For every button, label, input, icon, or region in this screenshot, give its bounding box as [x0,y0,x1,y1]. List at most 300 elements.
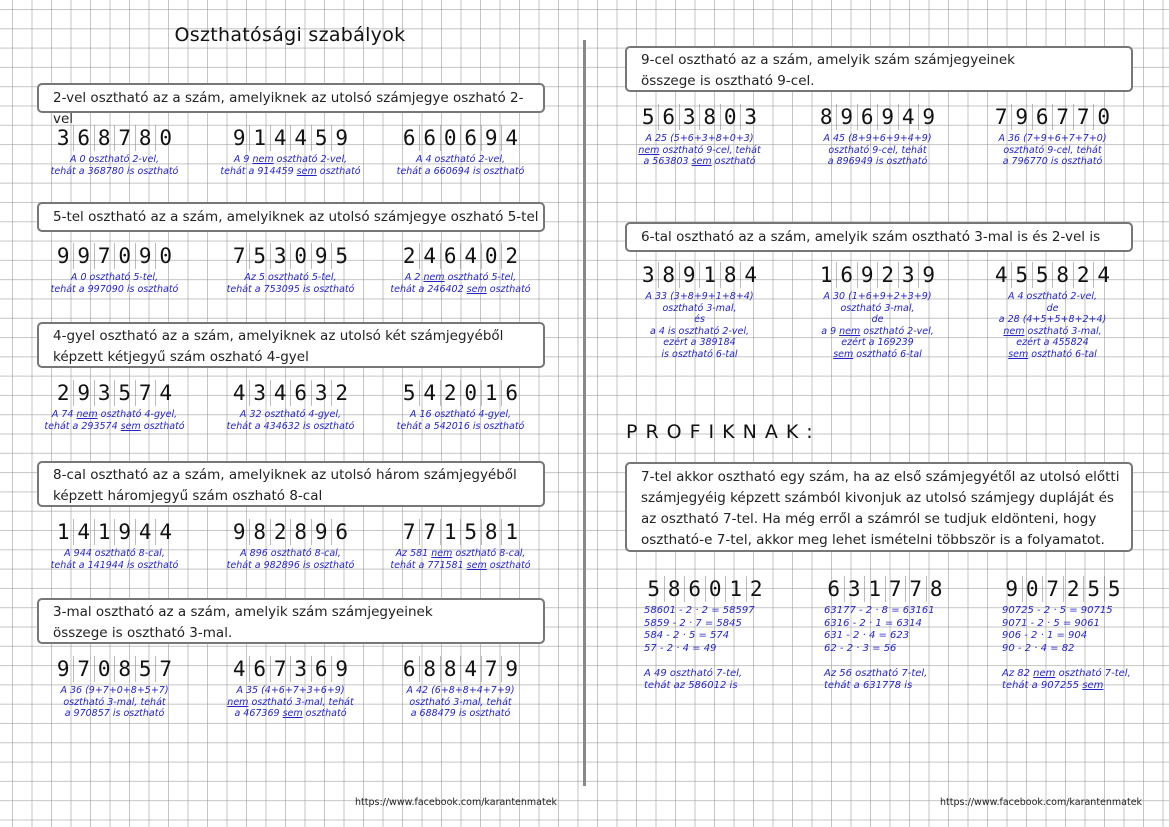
example-4-1 [203,656,378,720]
digit-cell: 4 [740,262,761,288]
example-explanation [373,409,548,432]
explanation-line: tehát a 997090 is osztható [50,283,179,295]
digit-cell: 9 [73,243,94,269]
digit-cell: 7 [481,656,502,682]
emphasis-nem: nem [423,272,445,283]
explanation-line: ezért a 169239 [841,337,914,348]
page-title: Oszthatósági szabályok [174,24,406,46]
digit-cell: 3 [740,104,761,130]
digit-cell: 4 [73,519,94,545]
digit-cell: 2 [1073,262,1094,288]
digit-cell: 8 [249,519,270,545]
example-number [27,243,202,269]
example-6-0 [612,262,787,360]
example-number [27,656,202,682]
example-number [203,243,378,269]
example-2-1 [203,380,378,432]
explanation-line: osztható 3-mal, tehát [63,696,166,708]
digit-cell: 4 [232,381,246,405]
explanation-line: A 45 (8+9+6+9+4+9) [823,133,932,144]
emphasis-sem: sem [296,165,317,177]
digit-cell: 4 [155,380,176,406]
digit-cell: 9 [114,519,135,545]
explanation-line: tehát az 586012 is [644,680,738,691]
digit-cell: 9 [836,104,857,130]
explanation-line: A 0 osztható 2-vel, [69,154,160,165]
explanation-line: A 2 nem osztható 5-tel, [404,272,517,283]
digit-cell: 4 [135,519,156,545]
digit-cell: 0 [155,125,176,151]
digit-cell: 5 [460,519,481,545]
explanation-line [1002,655,1169,668]
digit-cell: 2 [746,576,767,602]
explanation-line: Az 5 osztható 5-tel, [244,272,337,283]
explanation-line: tehát a 907255 sem [1002,680,1104,691]
digit-cell: 6 [827,577,841,601]
explanation-line: ezért a 455824 [1016,337,1089,348]
digit-cell: 6 [501,380,522,406]
digit-cell: 6 [402,657,416,681]
digit-cell: 4 [419,243,440,269]
digit-cell: 0 [705,576,726,602]
example-explanation [790,291,965,360]
explanation-line: a 563803 sem osztható [643,156,756,167]
emphasis-nem: nem [1003,325,1025,337]
explanation-line: 906 - 2 · 1 = 904 [1002,630,1088,641]
digit-cell: 5 [1032,262,1053,288]
digit-cell: 1 [94,519,115,545]
digit-cell: 5 [114,380,135,406]
explanation-line: a 796770 is osztható [1002,156,1103,167]
example-number [644,576,814,602]
digit-cell: 7 [135,380,156,406]
digit-cell: 2 [331,380,352,406]
example-5-2 [965,104,1140,168]
example-number [27,125,202,151]
explanation-line: A 4 osztható 2-vel, [1007,291,1098,302]
explanation-line: Az 82 nem osztható 7-tel, [1002,667,1131,679]
digit-cell: 2 [501,243,522,269]
example-explanation [965,133,1140,168]
digit-cell: 9 [56,657,70,681]
emphasis-sem: sem [1082,680,1104,691]
example-number [203,380,378,406]
digit-cell: 6 [331,519,352,545]
example-number [790,262,965,288]
explanation-line: a 28 (4+5+5+8+2+4) [998,314,1107,325]
emphasis-nem: nem [76,409,98,420]
explanation-line: A 33 (3+8+9+1+8+4) [645,291,754,302]
digit-cell: 4 [419,380,440,406]
digit-cell: 3 [311,380,332,406]
explanation-line: 58601 - 2 · 2 = 58597 [644,605,755,616]
example-number [612,262,787,288]
explanation-line: Az 56 osztható 7-tel, [824,667,928,679]
example-explanation [27,409,202,432]
digit-cell: 4 [270,380,291,406]
digit-cell: 3 [898,262,919,288]
digit-cell: 8 [658,262,679,288]
digit-cell: 5 [1011,262,1032,288]
example-7-2 [1002,576,1169,693]
digit-cell: 7 [1073,104,1094,130]
footer-link-right[interactable]: https://www.facebook.com/karantenmatek [940,797,1143,808]
example-4-2 [373,656,548,720]
example-explanation [27,272,202,295]
example-6-2 [965,262,1140,360]
digit-cell: 8 [290,519,311,545]
explanation-line: a 467369 sem osztható [234,708,347,719]
digit-cell: 4 [460,656,481,682]
example-number [790,104,965,130]
example-0-1 [203,125,378,177]
emphasis-sem: sem [833,348,854,360]
digit-cell: 6 [311,656,332,682]
explanation-line: osztható 3-mal, tehát [409,696,512,708]
example-explanation [965,291,1140,360]
digit-cell: 4 [994,263,1008,287]
explanation-line: A 42 (6+8+8+4+7+9) [406,685,515,696]
example-explanation [203,685,378,720]
digit-cell: 7 [94,243,115,269]
profiknak-heading: PROFIKNAK: [626,421,821,443]
digit-cell: 7 [905,576,926,602]
explanation-line: A 30 (1+6+9+2+3+9) [823,291,932,302]
explanation-line: A 896 osztható 8-cal, [240,548,341,559]
digit-cell: 6 [658,104,679,130]
explanation-line: tehát a 368780 is osztható [50,165,179,177]
digit-cell: 6 [290,380,311,406]
digit-cell: 7 [419,519,440,545]
emphasis-sem: sem [466,283,487,295]
example-0-0 [27,125,202,177]
emphasis-nem: nem [839,325,861,337]
example-6-1 [790,262,965,360]
digit-cell: 8 [135,125,156,151]
example-1-0 [27,243,202,295]
digit-cell: 4 [290,125,311,151]
explanation-line: ezért a 389184 [663,337,736,348]
explanation-line: de [1046,302,1059,314]
digit-cell: 7 [1052,104,1073,130]
explanation-line: 9071 - 2 · 5 = 9061 [1002,617,1100,629]
example-7-1 [824,576,994,693]
digit-cell: 6 [684,576,705,602]
digit-cell: 5 [135,656,156,682]
digit-cell: 6 [857,104,878,130]
digit-cell: 7 [232,244,246,268]
digit-cell: 3 [844,576,865,602]
digit-cell: 6 [1032,104,1053,130]
explanation-line: A 4 osztható 2-vel, [415,154,506,165]
digit-cell: 1 [864,576,885,602]
example-number [203,519,378,545]
digit-cell: 5 [311,125,332,151]
digit-cell: 9 [135,243,156,269]
digit-cell: 9 [331,125,352,151]
explanation-line: 57 - 2 · 4 = 49 [644,642,717,654]
digit-cell: 7 [402,520,416,544]
explanation-line: tehát a 293574 sem osztható [44,420,185,432]
example-explanation [612,133,787,168]
example-1-2 [373,243,548,295]
explanation-line: a 970857 is osztható [64,708,165,719]
explanation-line: a 896949 is osztható [827,156,928,167]
example-number [1002,576,1169,602]
emphasis-nem: nem [252,154,274,165]
example-explanation [373,272,548,295]
digit-cell: 7 [885,576,906,602]
digit-cell: 9 [877,104,898,130]
example-number [203,656,378,682]
digit-cell: 0 [155,243,176,269]
example-explanation [644,605,814,693]
emphasis-nem: nem [227,696,249,708]
explanation-line: de [871,314,884,325]
digit-cell: 1 [819,263,833,287]
digit-cell: 4 [460,243,481,269]
digit-cell: 0 [1022,576,1043,602]
explanation-line: tehát a 542016 is osztható [396,420,525,432]
example-explanation [203,548,378,571]
digit-cell: 0 [1093,104,1114,130]
example-7-0 [644,576,814,693]
explanation-line: A 49 osztható 7-tel, [644,667,743,679]
example-number [824,576,994,602]
footer-link-left[interactable]: https://www.facebook.com/karantenmatek [355,797,558,808]
digit-cell: 8 [481,519,502,545]
explanation-line: Az 581 nem osztható 8-cal, [395,548,526,559]
digit-cell: 6 [836,262,857,288]
digit-cell: 8 [94,125,115,151]
explanation-line: A 9 nem osztható 2-vel, [233,154,348,165]
example-explanation [27,685,202,720]
digit-cell: 8 [114,656,135,682]
example-explanation [612,291,787,360]
digit-cell: 9 [331,656,352,682]
explanation-line: a 688479 is osztható [410,708,511,719]
digit-cell: 7 [270,656,291,682]
example-2-2 [373,380,548,432]
explanation-line: A 36 (7+9+6+7+7+0) [998,133,1107,144]
digit-cell: 3 [56,126,70,150]
explanation-line: 90725 - 2 · 5 = 90715 [1002,605,1113,616]
explanation-line: tehát a 914459 sem osztható [220,165,361,177]
digit-cell: 9 [1011,104,1032,130]
explanation-line: A 32 osztható 4-gyel, [239,409,342,420]
digit-cell: 3 [641,263,655,287]
example-number [965,104,1140,130]
explanation-line: nem osztható 9-cel, tehát [638,144,761,156]
example-explanation [1002,605,1169,693]
emphasis-nem: nem [638,144,660,156]
explanation-line: tehát a 141944 is osztható [50,559,179,571]
explanation-line: A 36 (9+7+0+8+5+7) [60,685,169,696]
digit-cell: 8 [1052,262,1073,288]
emphasis-sem: sem [466,559,487,571]
explanation-line: nem osztható 3-mal, tehát [227,696,354,708]
explanation-line [824,655,994,668]
explanation-line: tehát a 753095 is osztható [226,283,355,295]
digit-cell: 3 [249,380,270,406]
explanation-line: 584 - 2 · 5 = 574 [644,630,730,641]
digit-cell: 9 [481,125,502,151]
digit-cell: 8 [699,104,720,130]
example-number [373,656,548,682]
explanation-line: tehát a 660694 is osztható [396,165,525,177]
digit-cell: 6 [249,656,270,682]
digit-cell: 4 [1093,262,1114,288]
digit-cell: 9 [918,262,939,288]
example-number [203,125,378,151]
rule-box-6: 6-tal osztható az a szám, amelyik szám osztható 3-mal is és 2-vel is [625,222,1133,252]
explanation-line: tehát a 434632 is osztható [226,420,355,432]
example-number [373,380,548,406]
digit-cell: 9 [679,262,700,288]
explanation-line: tehát a 982896 is osztható [226,559,355,571]
digit-cell: 8 [440,656,461,682]
digit-cell: 9 [232,126,246,150]
digit-cell: 8 [419,656,440,682]
rule-box-9: 9-cel osztható az a szám, amelyik szám számjegyeinek összege is osztható 9-cel. [625,46,1133,92]
digit-cell: 6 [419,125,440,151]
digit-cell: 7 [1042,576,1063,602]
digit-cell: 4 [898,104,919,130]
explanation-line: A 944 osztható 8-cal, [64,548,165,559]
example-number [612,104,787,130]
rule-box-4: 4-gyel osztható az a szám, amelyiknek az utolsó két számjegyéből képzett kétjegyű szám oszható 4-gyel [37,322,545,368]
example-explanation [27,548,202,571]
emphasis-sem: sem [120,420,141,432]
digit-cell: 4 [501,125,522,151]
digit-cell: 9 [311,519,332,545]
explanation-line: 5859 - 2 · 7 = 5845 [644,617,742,629]
rule-box-5: 5-tel osztható az a szám, amelyiknek az utolsó számjegye oszható 5-tel [37,202,545,232]
digit-cell: 9 [918,104,939,130]
digit-cell: 9 [73,380,94,406]
explanation-line: osztható 3-mal, [662,302,737,314]
digit-cell: 2 [56,381,70,405]
example-explanation [824,605,994,693]
example-explanation [373,548,548,571]
digit-cell: 5 [1104,576,1125,602]
digit-cell: 5 [647,577,661,601]
example-4-0 [27,656,202,720]
digit-cell: 4 [270,125,291,151]
example-5-1 [790,104,965,168]
digit-cell: 5 [331,243,352,269]
digit-cell: 8 [926,576,947,602]
example-3-2 [373,519,548,571]
digit-cell: 9 [857,262,878,288]
digit-cell: 0 [440,125,461,151]
rule-box-2: 2-vel osztható az a szám, amelyiknek az utolsó számjegye oszható 2-vel [37,83,545,113]
digit-cell: 7 [994,105,1008,129]
digit-cell: 2 [402,244,416,268]
digit-cell: 2 [877,262,898,288]
digit-cell: 9 [1005,577,1019,601]
explanation-line: tehát a 631778 is [824,680,913,691]
digit-cell: 7 [155,656,176,682]
explanation-line [644,655,814,668]
digit-cell: 6 [440,243,461,269]
explanation-line: A 74 nem osztható 4-gyel, [51,409,178,420]
digit-cell: 5 [402,381,416,405]
digit-cell: 1 [56,520,70,544]
example-number [373,125,548,151]
example-explanation [203,409,378,432]
digit-cell: 2 [1063,576,1084,602]
digit-cell: 4 [232,657,246,681]
digit-cell: 1 [699,262,720,288]
emphasis-nem: nem [431,548,453,559]
digit-cell: 0 [114,243,135,269]
explanation-line: A 35 (4+6+7+3+6+9) [236,685,345,696]
example-3-0 [27,519,202,571]
digit-cell: 5 [641,105,655,129]
digit-cell: 9 [311,243,332,269]
explanation-line: 631 - 2 · 4 = 623 [824,630,910,641]
emphasis-sem: sem [1008,348,1029,360]
rule-box-7: 7-tel akkor osztható egy szám, ha az első számjegyétől az utolsó előtti számjegyéig képzett számból kivonjuk az utolsó számjegy dupláját és az osztható 7-tel. Ha még erről a számról se tudjuk eldönteni, hogy osztható-e 7-tel, akkor meg lehet ismételni többször is a folyamatot. [625,462,1133,552]
emphasis-nem: nem [1033,667,1056,679]
explanation-line: tehát a 771581 sem osztható [390,559,531,571]
example-number [373,243,548,269]
explanation-line: nem osztható 3-mal, [1003,325,1102,337]
example-number [373,519,548,545]
digit-cell: 8 [720,262,741,288]
digit-cell: 1 [440,519,461,545]
digit-cell: 9 [56,244,70,268]
rule-box-8: 8-cal osztható az a szám, amelyiknek az utolsó három számjegyéből képzett háromjegyű szám oszható 8-cal [37,461,545,507]
digit-cell: 2 [270,519,291,545]
example-number [965,262,1140,288]
example-2-0 [27,380,202,432]
digit-cell: 8 [664,576,685,602]
emphasis-sem: sem [691,156,712,167]
digit-cell: 6 [402,126,416,150]
example-explanation [203,272,378,295]
explanation-line: sem osztható 6-tal [1008,348,1097,360]
example-5-0 [612,104,787,168]
digit-cell: 6 [460,125,481,151]
explanation-line: osztható 3-mal, [840,302,915,314]
digit-cell: 2 [440,380,461,406]
digit-cell: 1 [481,380,502,406]
example-number [27,380,202,406]
digit-cell: 9 [501,656,522,682]
example-0-2 [373,125,548,177]
digit-cell: 6 [73,125,94,151]
digit-cell: 9 [232,520,246,544]
explanation-line: 6316 - 2 · 1 = 6314 [824,617,922,629]
digit-cell: 0 [94,656,115,682]
explanation-line: A 25 (5+6+3+8+0+3) [645,133,754,144]
digit-cell: 8 [819,105,833,129]
digit-cell: 0 [290,243,311,269]
digit-cell: 0 [720,104,741,130]
example-explanation [203,154,378,177]
example-explanation [27,154,202,177]
digit-cell: 0 [460,380,481,406]
explanation-line: 90 - 2 · 4 = 82 [1002,642,1075,654]
explanation-line: 62 - 2 · 3 = 56 [824,642,897,654]
explanation-line: 63177 - 2 · 8 = 63161 [824,605,935,616]
explanation-line: sem osztható 6-tal [833,348,922,360]
explanation-line: A 16 osztható 4-gyel, [409,409,512,420]
digit-cell: 3 [94,380,115,406]
digit-cell: 5 [249,243,270,269]
